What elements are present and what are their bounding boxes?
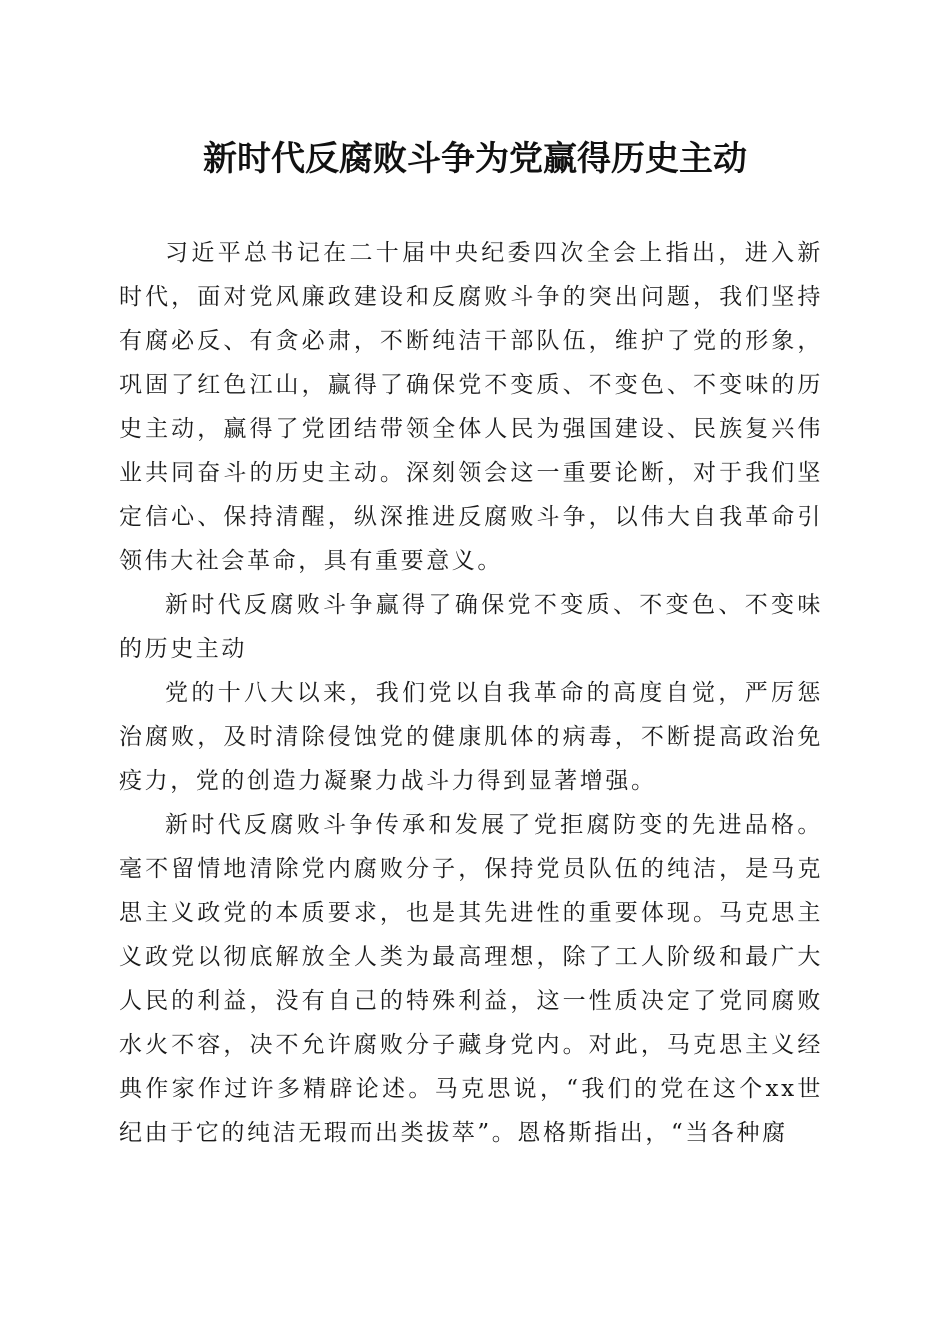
paragraph-advanced-character: 新时代反腐败斗争传承和发展了党拒腐防变的先进品格。毫不留情地清除党内腐败分子，保持党员队伍的纯洁，是马克思主义政党的本质要求，也是其先进性的重要体现。马克思主义政党以彻底解放全人类为最高理想，除了工人阶级和最广大人民的利益，没有自己的特殊利益，这一性质决定了党同腐败水火不容，决不允许腐败分子藏身党内。对此，马克思主义经典作家作过许多精辟论述。马克思说，“我们的党在这个xx世纪由于它的纯洁无瑕而出类拔萃”。恩格斯指出，“当各种腐 [119,812,823,1146]
paragraph-section-heading: 新时代反腐败斗争赢得了确保党不变质、不变色、不变味的历史主动 [119,592,823,662]
paragraph-since-18th-congress: 党的十八大以来，我们党以自我革命的高度自觉，严厉惩治腐败，及时清除侵蚀党的健康肌体的病毒，不断提高政治免疫力，党的创造力凝聚力战斗力得到显著增强。 [119,680,823,794]
document-body [119,231,823,1155]
paragraph-intro: 习近平总书记在二十届中央纪委四次全会上指出，进入新时代，面对党风廉政建设和反腐败斗争的突出问题，我们坚持有腐必反、有贪必肃，不断纯洁干部队伍，维护了党的形象，巩固了红色江山，赢得了确保党不变质、不变色、不变味的历史主动，赢得了党团结带领全体人民为强国建设、民族复兴伟业共同奋斗的历史主动。深刻领会这一重要论断，对于我们坚定信心、保持清醒，纵深推进反腐败斗争，以伟大自我革命引领伟大社会革命，具有重要意义。 [119,240,823,574]
document-title: 新时代反腐败斗争为党赢得历史主动 [203,139,747,179]
